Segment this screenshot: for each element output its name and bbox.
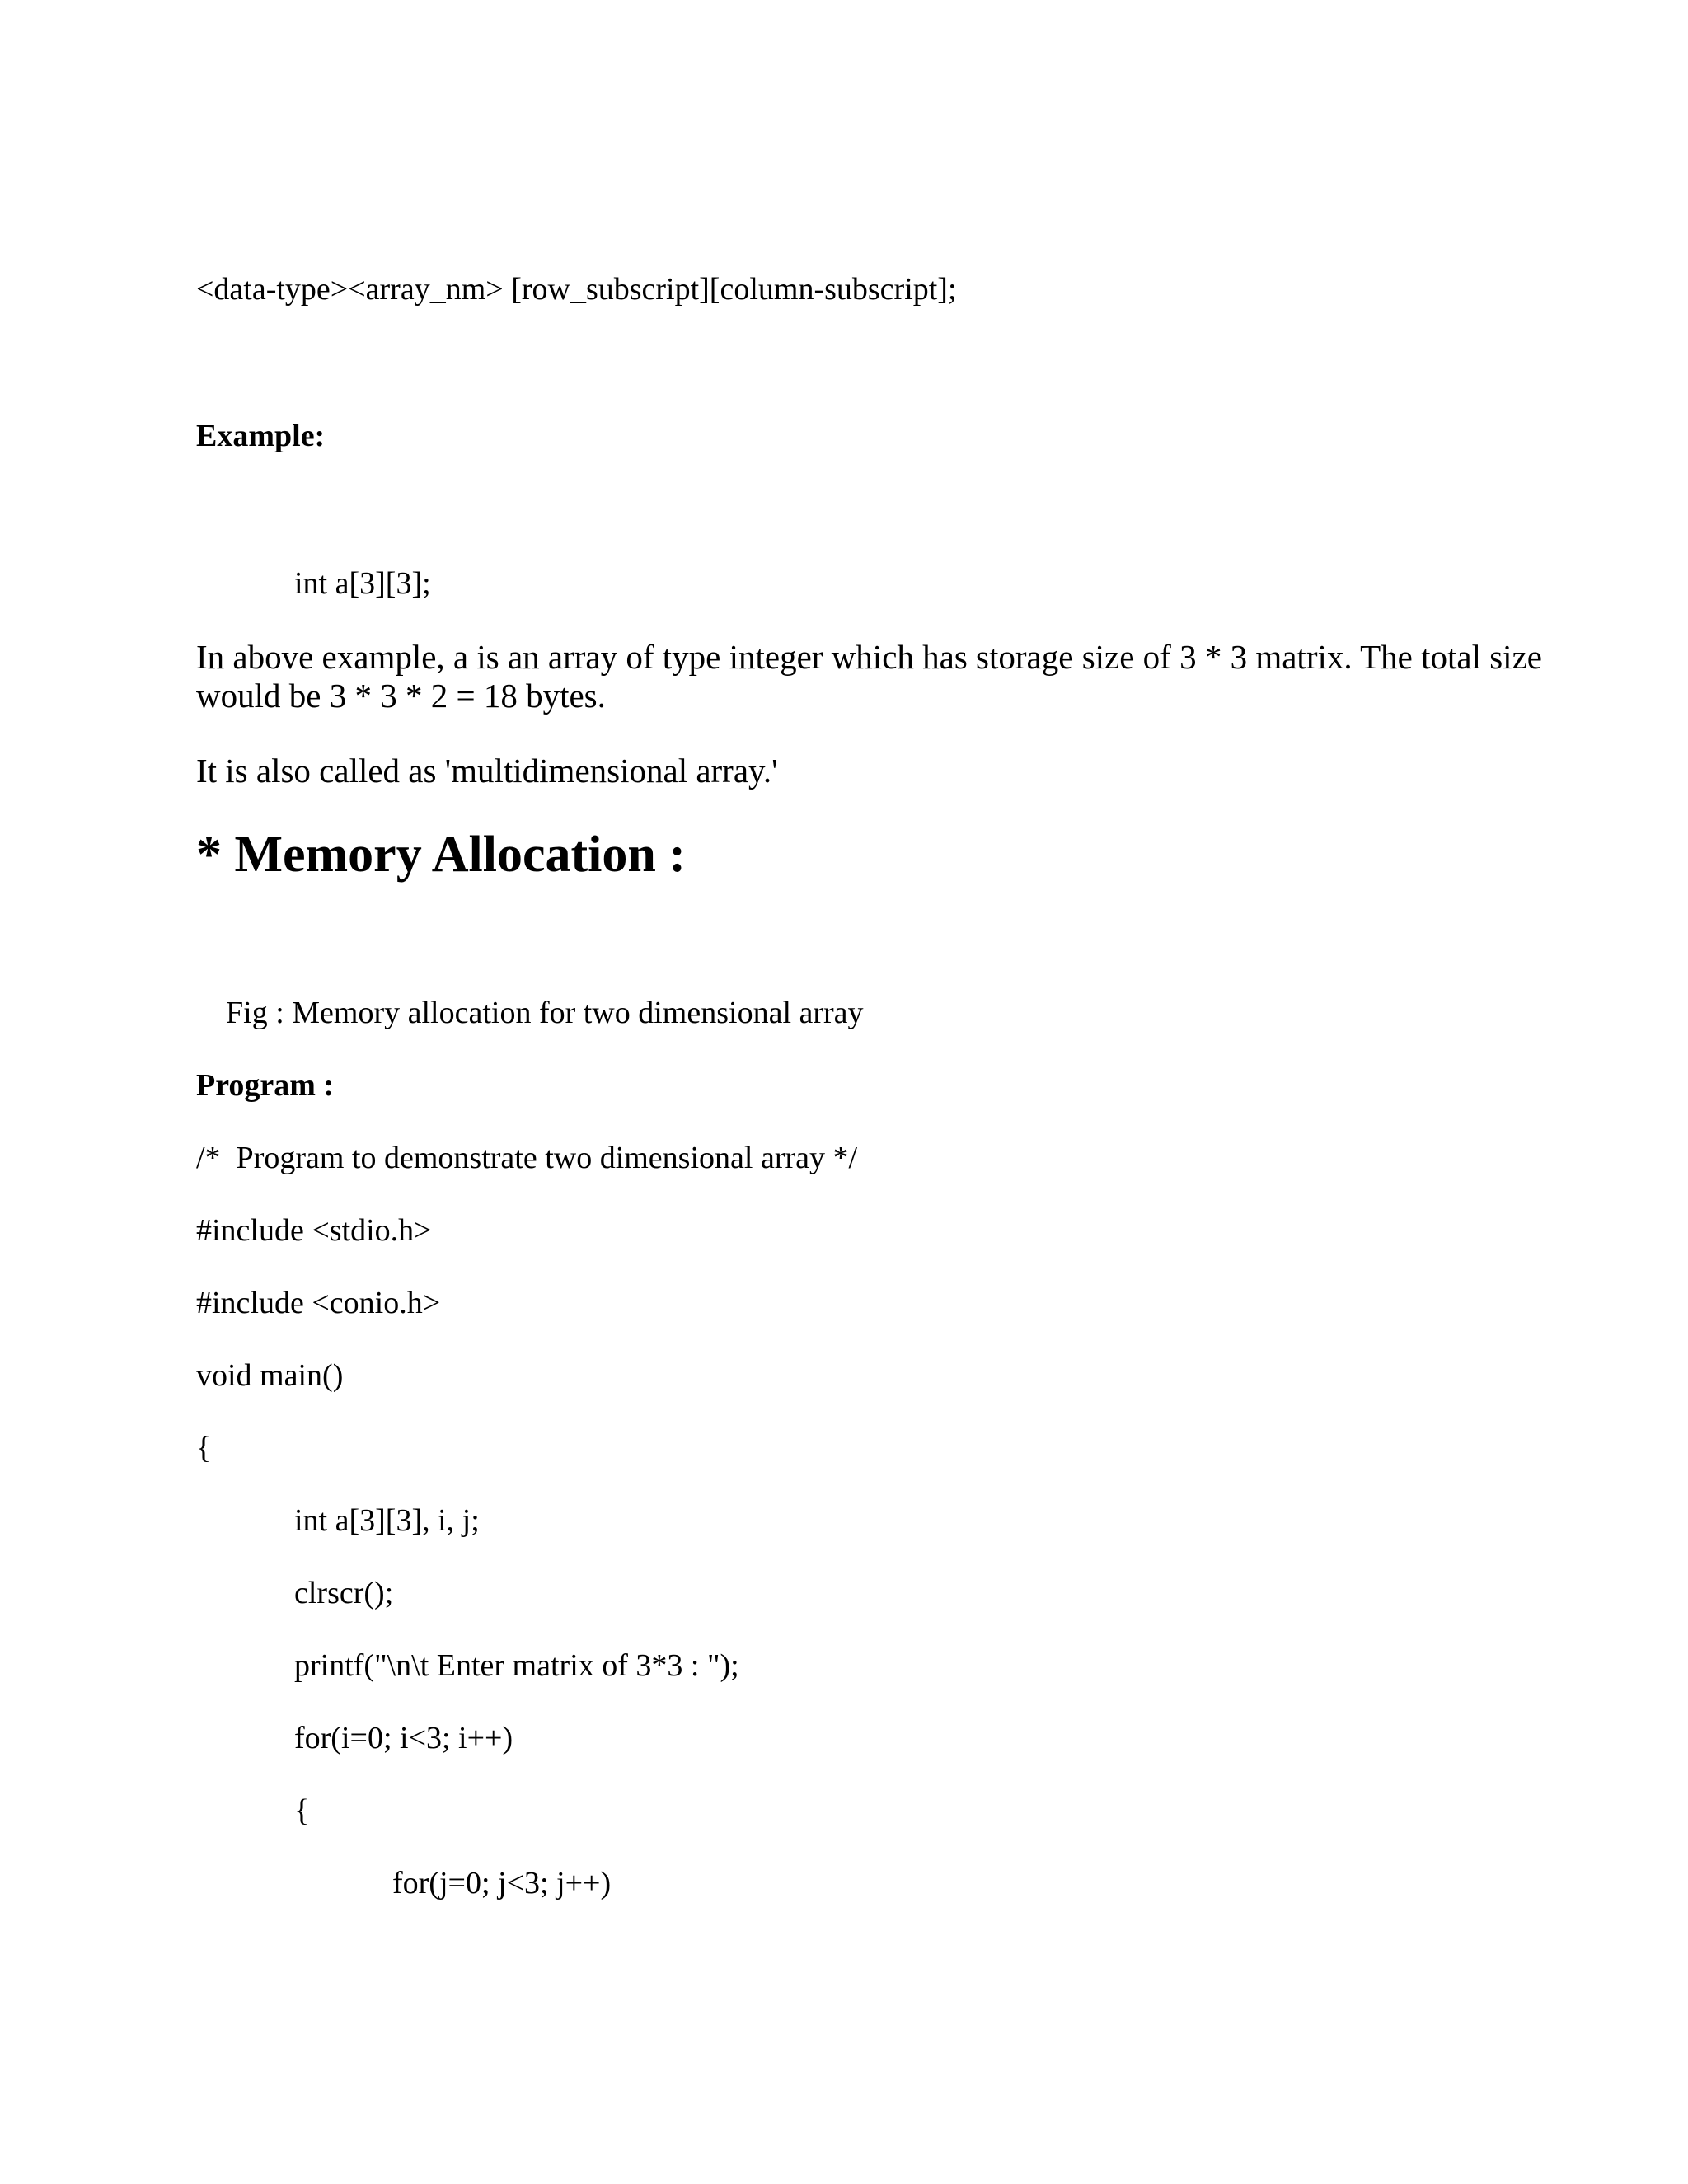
syntax-line: <data-type><array_nm> [row_subscript][column-subscript]; <box>196 272 957 307</box>
description-paragraph: In above example, a is an array of type integer which has storage size of 3 * 3 matrix. The total size would be 3 * 3 * 2 = 18 bytes. <box>196 638 1542 715</box>
code-include-stdio: #include <stdio.h> <box>196 1213 432 1248</box>
code-open-brace: { <box>196 1431 212 1465</box>
code-clrscr: clrscr(); <box>294 1576 394 1610</box>
also-called-text: It is also called as 'multidimensional array.' <box>196 752 778 790</box>
example-code: int a[3][3]; <box>294 566 431 601</box>
program-label: Program : <box>196 1068 335 1103</box>
code-main-signature: void main() <box>196 1358 344 1393</box>
figure-caption: Fig : Memory allocation for two dimensional array <box>226 996 864 1030</box>
code-include-conio: #include <conio.h> <box>196 1286 441 1320</box>
code-comment-line: /* Program to demonstrate two dimensional array */ <box>196 1141 858 1175</box>
code-printf: printf("\n\t Enter matrix of 3*3 : "); <box>294 1648 739 1683</box>
code-outer-for: for(i=0; i<3; i++) <box>294 1721 513 1755</box>
code-inner-for: for(j=0; j<3; j++) <box>392 1866 612 1900</box>
code-inner-open-brace: { <box>294 1793 310 1828</box>
memory-allocation-heading: * Memory Allocation : <box>196 827 687 883</box>
code-declaration: int a[3][3], i, j; <box>294 1503 480 1538</box>
example-label: Example: <box>196 419 326 453</box>
